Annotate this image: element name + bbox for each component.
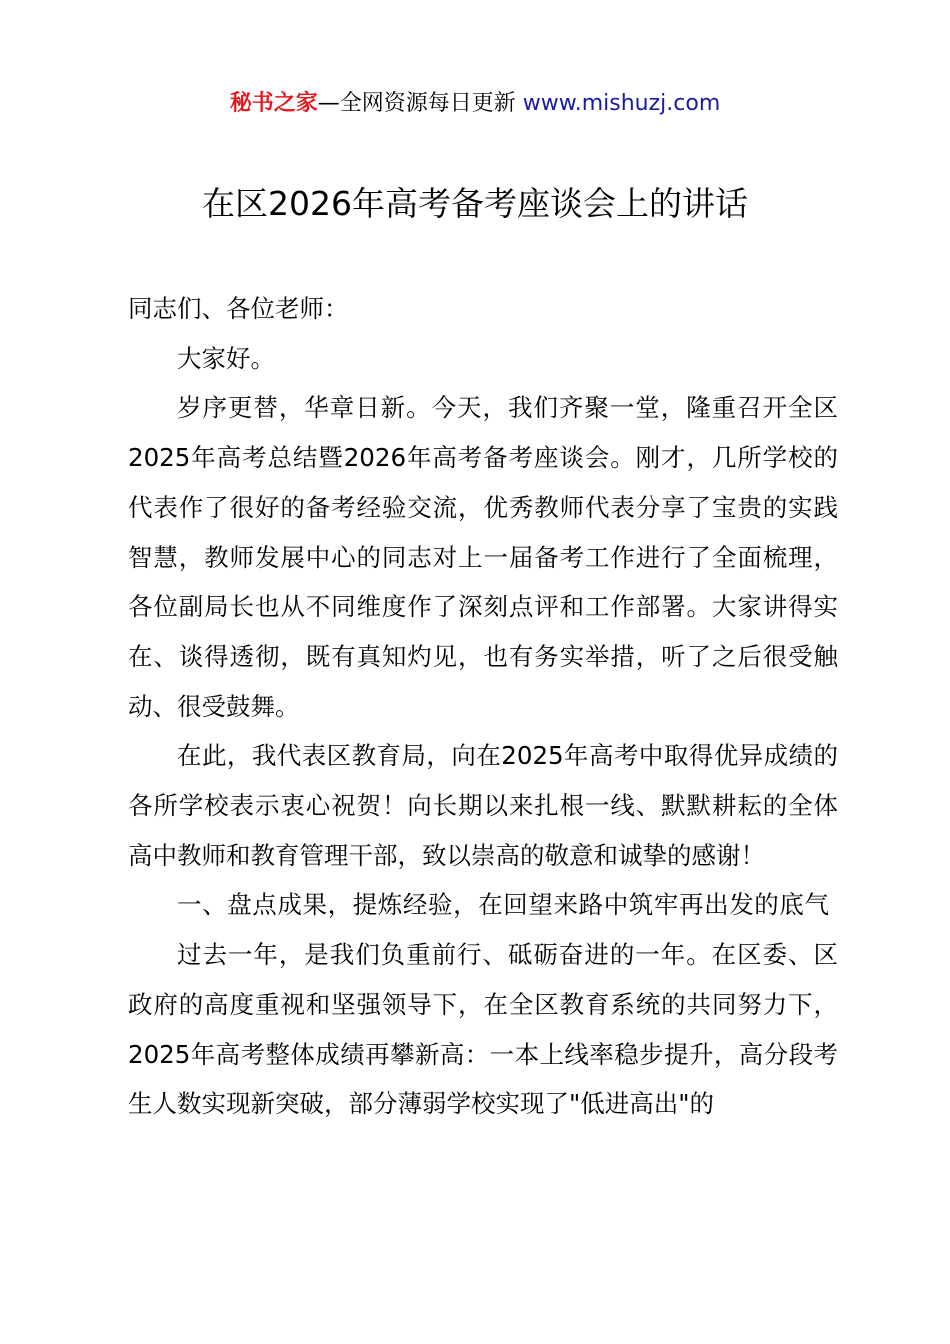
- site-banner: [0, 88, 950, 120]
- document-body: [128, 284, 838, 1129]
- site-url-link[interactable]: www.mishuzj.com: [522, 91, 721, 116]
- greeting: 大家好。: [177, 343, 275, 373]
- brand-name: 秘书之家: [229, 91, 318, 116]
- paragraph-congratulations: 在此，我代表区教育局，向在2025年高考中取得优异成绩的各所学校表示衷心祝贺！向长期以来扎根一线、默默耕耘的全体高中教师和教育管理干部，致以崇高的敬意和诚挚的感谢！: [128, 741, 838, 870]
- section-heading-1: 一、盘点成果，提炼经验，在回望来路中筑牢再出发的底气: [177, 890, 830, 920]
- paragraph-opening: 岁序更替，华章日新。今天，我们齐聚一堂，隆重召开全区2025年高考总结暨2026年高考备考座谈会。刚才，几所学校的代表作了很好的备考经验交流，优秀教师代表分享了宝贵的实践智慧，教师发展中心的同志对上一届备考工作进行了全面梳理，各位副局长也从不同维度作了深刻点评和工作部署。大家讲得实在、谈得透彻，既有真知灼见，也有务实举措，听了之后很受触动、很受鼓舞。: [128, 393, 838, 721]
- banner-tagline: —全网资源每日更新: [317, 91, 516, 116]
- document-title: 在区2026年高考备考座谈会上的讲话: [202, 184, 748, 223]
- paragraph-review: 过去一年，是我们负重前行、砥砺奋进的一年。在区委、区政府的高度重视和坚强领导下，在全区教育系统的共同努力下，2025年高考整体成绩再攀新高：一本上线率稳步提升，高分段考生人数实现新突破，部分薄弱学校实现了"低进高出"的: [128, 940, 838, 1119]
- salutation: 同志们、各位老师：: [128, 294, 349, 323]
